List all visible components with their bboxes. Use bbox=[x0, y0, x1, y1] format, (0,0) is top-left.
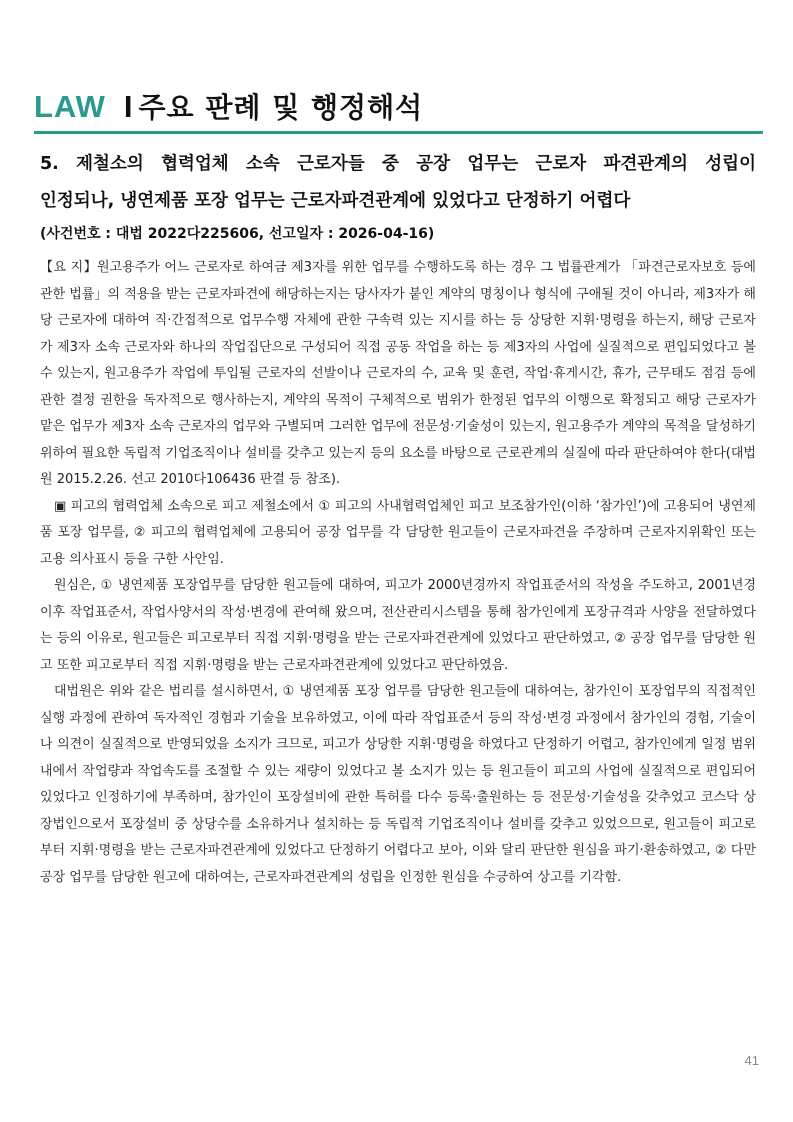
section-title: 주요 판례 및 행정해석 bbox=[138, 91, 424, 124]
summary-paragraph: 【요 지】원고용주가 어느 근로자로 하여금 제3자를 위한 업무를 수행하도록 하는 경우 그 법률관계가 「파견근로자보호 등에 관한 법률」의 적용을 받는 근로자파견에 해당하는지는 당사자가 붙인 계약의 명칭이나 형식에 구애될 것이 아니라, 제3자가 해당 근로자에 대하여 직·간접적으로 업무수행 자체에 관한 구속력 있는 지시를 하는 등 상당한 지휘·명령을 하는지, 해당 근로자가 제3자 소속 근로자와 하나의 작업집단으로 구성되어 직접 공동 작업을 하는 등 제3자의 사업에 실질적으로 편입되었다고 볼 수 있는지, 원고용주가 작업에 투입될 근로자의 선발이나 근로자의 수, 교육 및 훈련, 작업·휴게시간, 휴가, 근무태도 점검 등에 관한 결정 권한을 독자적으로 행사하는지, 계약의 목적이 구체적으로 범위가 한정된 업무의 이행으로 확정되고 해당 근로자가 맡은 업무가 제3자 소속 근로자의 업무와 구별되며 그러한 업무에 전문성·기술성이 있는지, 원고용주가 계약의 목적을 달성하기 위하여 필요한 독립적 기업조직이나 설비를 갖추고 있는지 등의 요소를 바탕으로 근로관계의 실질에 따라 판단하여야 한다(대법원 2015.2.26. 선고 2010다106436 판결 등 참조). bbox=[40, 260, 756, 487]
case-title bbox=[40, 146, 756, 220]
brand-label: LAW bbox=[34, 89, 106, 124]
case-title-line2: 인정되나, 냉연제품 포장 업무는 근로자파견관계에 있었다고 단정하기 어렵다 bbox=[40, 191, 631, 211]
case-meta: (사건번호 : 대법 2022다225606, 선고일자 : 2026-04-16) bbox=[40, 226, 435, 242]
page-number: 41 bbox=[744, 1053, 759, 1068]
case-facts-paragraph: ▣ 피고의 협력업체 소속으로 피고 제철소에서 ① 피고의 사내협력업체인 피고 보조참가인(이하 ‘참가인’)에 고용되어 냉연제품 포장 업무를, ② 피고의 협력업체에 고용되어 공장 업무를 각 담당한 원고들이 근로자파견을 주장하며 근로자지위확인 또는 고용 의사표시 등을 구한 사안임. bbox=[40, 498, 756, 567]
chapter-separator: I bbox=[123, 89, 133, 124]
header-divider bbox=[34, 131, 763, 134]
lower-court-paragraph: 원심은, ① 냉연제품 포장업무를 담당한 원고들에 대하여, 피고가 2000년경까지 작업표준서의 작성을 주도하고, 2001년경 이후 작업표준서, 작업사양서의 작성·변경에 관여해 왔으며, 전산관리시스템을 통해 참가인에게 포장규격과 사양을 전달하였다는 등의 이유로, 원고들은 피고로부터 직접 지휘·명령을 받는 근로자파견관계에 있었다고 판단하였고, ② 공장 업무를 담당한 원고 또한 피고로부터 직접 지휘·명령을 받는 근로자파견관계에 있었다고 판단하였음. bbox=[40, 578, 756, 673]
page-header bbox=[34, 86, 764, 126]
article-body bbox=[40, 255, 756, 891]
supreme-court-paragraph: 대법원은 위와 같은 법리를 설시하면서, ① 냉연제품 포장 업무를 담당한 원고들에 대하여는, 참가인이 포장업무의 직접적인 실행 과정에 관하여 독자적인 경험과 기술을 보유하였고, 이에 따라 작업표준서 등의 작성·변경 과정에서 참가인의 경험, 기술이나 의견이 실질적으로 반영되었을 소지가 크므로, 피고가 상당한 지휘·명령을 하였다고 단정하기 어렵고, 참가인에게 일정 범위 내에서 작업량과 작업속도를 조절할 수 있는 재량이 있었다고 볼 소지가 있는 등 원고들이 피고의 사업에 실질적으로 편입되어 있었다고 인정하기에 부족하며, 참가인이 포장설비에 관한 특허를 다수 등록·출원하는 등 전문성·기술성을 갖추었고 코스닥 상장법인으로서 포장설비 중 상당수를 소유하거나 설치하는 등 독립적 기업조직이나 설비를 갖추고 있었으므로, 원고들이 피고로부터 지휘·명령을 받는 근로자파견관계에 있었다고 단정하기 어렵다고 보아, 이와 달리 판단한 원심을 파기·환송하였고, ② 다만 공장 업무를 담당한 원고에 대하여는, 근로자파견관계의 성립을 인정한 원심을 수긍하여 상고를 기각함. bbox=[40, 684, 756, 885]
case-title-line1: 5. 제철소의 협력업체 소속 근로자들 중 공장 업무는 근로자 파견관계의 성립이 bbox=[40, 154, 756, 174]
